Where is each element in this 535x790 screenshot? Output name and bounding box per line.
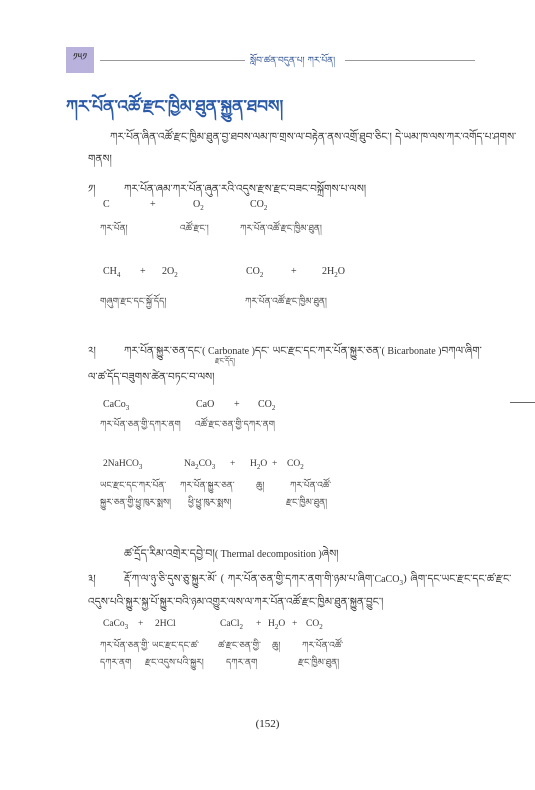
- eq4-label-a-1: ཡང་རྫང་དང་ཀར་པོན་: [100, 481, 167, 491]
- header-rule-left: [100, 60, 245, 61]
- eq5-label-c-1: ཚ་རྫང་ཅན་གྱི་: [218, 641, 261, 651]
- eq5-water: $H_2O$: [268, 619, 286, 631]
- eq4-label-b-1: ཀར་པོན་སྐྱུར་ཅན་: [180, 481, 235, 491]
- eq3-calcium-carbonate: CaCo$_3$: [103, 399, 130, 412]
- eq5-label-a-1: ཀར་པོན་ཅན་གྱི་: [100, 641, 150, 651]
- margin-rule: [510, 402, 535, 403]
- subsection-title: ཚ་དྲོད་རིམ་འགྲེར་དབྱེ་བ།( Thermal decomposition )ཞེས།: [124, 547, 339, 560]
- eq5-plus-1: +: [138, 619, 144, 629]
- intro-line-1: ཀར་པོན་ཞིན་འཚོ་རྫང་ཁྱིམ་ཐུན་བྱ་ཐབས་ལམ་ཁ་གྲས་ལ་བརྟེན་ནས་འགྲོ་ཐུབ་ཅིང་། དེ་ཡམ་ཁ་ལས་ཀར་འགོད་པ་ཤགས་: [110, 131, 517, 143]
- eq2-co2: $CO_2$: [246, 266, 264, 279]
- header-rule-right: [345, 60, 475, 61]
- eq5-hydrochloric-acid: 2HCl: [155, 619, 176, 629]
- carbonate-english: ( Carbonate ): [202, 346, 255, 357]
- item-2-text-a: ཀར་པོན་སྐྱུར་ཅན་དང་: [124, 345, 203, 357]
- eq5-label-a-2: དཀར་ནག: [100, 658, 132, 668]
- eq4-plus-1: +: [230, 459, 236, 469]
- item-1-number: ༡།: [88, 183, 96, 195]
- eq4-plus-2: +: [272, 459, 278, 469]
- eq4-label-a-2: སྐྱུར་ཅན་གྱི་ཕྱུ་ཁུར་སྨས།: [100, 498, 172, 508]
- eq1-plus: +: [150, 199, 156, 210]
- page-badge-text: ༡༥༡: [72, 52, 88, 63]
- eq3-label-calcium-oxide: འཚོ་རྫང་ཅན་གྱི་དཀར་ནག: [195, 420, 275, 430]
- eq1-label-co2: ཀར་པོན་འཚོ་རྫང་ཁྱིམ་ཐུན།: [240, 224, 322, 234]
- eq4-sodium-bicarbonate: 2NaHCO$_3$: [103, 459, 143, 471]
- item-2-subscript-note: རྫང་དོད།: [215, 357, 235, 365]
- item-2-number: ༢།: [88, 345, 96, 357]
- eq5-label-b-1: ཡང་རྫང་དང་ཚ་: [152, 641, 199, 651]
- eq2-oxygen: $2O_2$: [162, 266, 178, 279]
- eq5-label-c-2: དཀར་ནག: [226, 658, 258, 668]
- eq1-co2: $CO_2$: [250, 199, 268, 212]
- eq1-carbon: C: [103, 199, 110, 210]
- page-number-badge: [66, 47, 94, 73]
- eq4-water: $H_2O$: [250, 459, 268, 471]
- eq4-label-water: ཆུ།: [256, 481, 265, 491]
- eq1-label-oxygen: འཚོ་རྫང་།: [180, 224, 209, 234]
- intro-line-2: གནས།: [88, 153, 112, 165]
- item-2-text-e: བཀལ་ཞིག་: [441, 345, 482, 357]
- eq4-sodium-carbonate: $Na_2CO_3$: [184, 459, 216, 471]
- eq3-calcium-oxide: CaO: [196, 399, 215, 410]
- eq2-plus-2: +: [291, 266, 297, 277]
- eq2-label-methane: གཞུག་རྫང་དང་སྐྱོ་དོད།: [100, 297, 167, 307]
- eq1-label-carbon: ཀར་པོན།: [100, 224, 128, 234]
- item-2-line-1: [124, 340, 482, 369]
- item-1-text: ཀར་པོན་ཞམ་ཀར་པོན་ཞུན་རའི་འདུས་རྫས་རྫང་བཟང་བསྐྲོགས་པ་ལས།: [124, 183, 367, 195]
- running-header: སློབ་ཚན་བདུན་པ། ཀར་པོན།: [250, 56, 336, 66]
- eq3-co2: $CO_2$: [258, 399, 276, 412]
- eq5-plus-2: +: [256, 619, 262, 629]
- eq5-plus-3: +: [292, 619, 298, 629]
- eq5-label-water: ཆུ།: [272, 641, 281, 651]
- item-3-line-2: འདུས་པའི་སྐྱུར་སྐྱ་པོ་སྐྱུར་བའི་ཉམ་འགྱུར་ལས་ལ་ཀར་པོན་འཚོ་རྫང་ཁྱིམ་ཐུན་སྐྱུན་བྱུང་།: [88, 596, 384, 608]
- section-title: ཀར་པོན་འཚོ་རྫང་ཁྱིམ་ཐུན་སྐྱུན་ཐབས།: [66, 97, 284, 117]
- bicarbonate-english: ( Bicarbonate ): [381, 346, 442, 357]
- eq5-label-e-2: རྫང་ཁྱིམ་ཐུན།: [298, 658, 340, 668]
- item-2-text-c: དང་ ཡང་རྫང་དང་ཀར་པོན་སྐྱུར་ཅན་: [254, 345, 382, 357]
- eq4-co2: $CO_2$: [287, 459, 304, 471]
- eq5-label-b-2: རྫང་འདུས་པའི་སྐྱུར།: [145, 658, 204, 668]
- item-2-line-2: ལ་ཚ་དོད་བཟུགས་ཚེན་བཏང་བ་ལས།: [88, 371, 215, 383]
- eq4-label-b-2: ཕྱི་ཕྱུ་ཁུར་སྨས།: [188, 498, 232, 508]
- eq4-label-d-1: ཀར་པོན་འཚོ་: [290, 481, 332, 491]
- eq2-methane: $CH_4$: [103, 266, 121, 279]
- eq5-calcium-carbonate: CaCo$_3$: [103, 619, 129, 631]
- item-3-number: ༣།: [88, 573, 96, 585]
- eq3-label-calcium-carbonate: ཀར་པོན་ཅན་གྱི་དཀར་ནག: [100, 420, 181, 430]
- eq2-plus-1: +: [140, 266, 146, 277]
- eq2-water: $2H_2O$: [322, 266, 345, 279]
- eq3-plus: +: [234, 399, 240, 410]
- page-number: (152): [255, 718, 280, 730]
- item-3-line-1: རྡོ་ཀ་ལ་ཉུ་ཅི་དུས་ཅུ་སྐྱུར་མོ་ ( ཀར་པོན་ཅན་གྱི་དཀར་ནག་གི་ཉམ་པ་ཞིག་CaCO$_3$) ཞིག་དང་ཡང་རྫང་དང་ཚ་རྫང་: [124, 573, 512, 588]
- eq5-co2: $CO_2$: [306, 619, 323, 631]
- eq1-oxygen: $O_2$: [193, 199, 204, 212]
- eq5-calcium-chloride: CaCl$_2$: [220, 619, 244, 631]
- eq4-label-d-2: རྫང་ཁྱིམ་ཐུན།: [286, 498, 328, 508]
- eq2-label-co2: ཀར་པོན་འཚོ་རྫང་ཁྱིམ་ཐུན།: [245, 297, 327, 307]
- eq5-label-e-1: ཀར་པོན་འཚོ་: [302, 641, 344, 651]
